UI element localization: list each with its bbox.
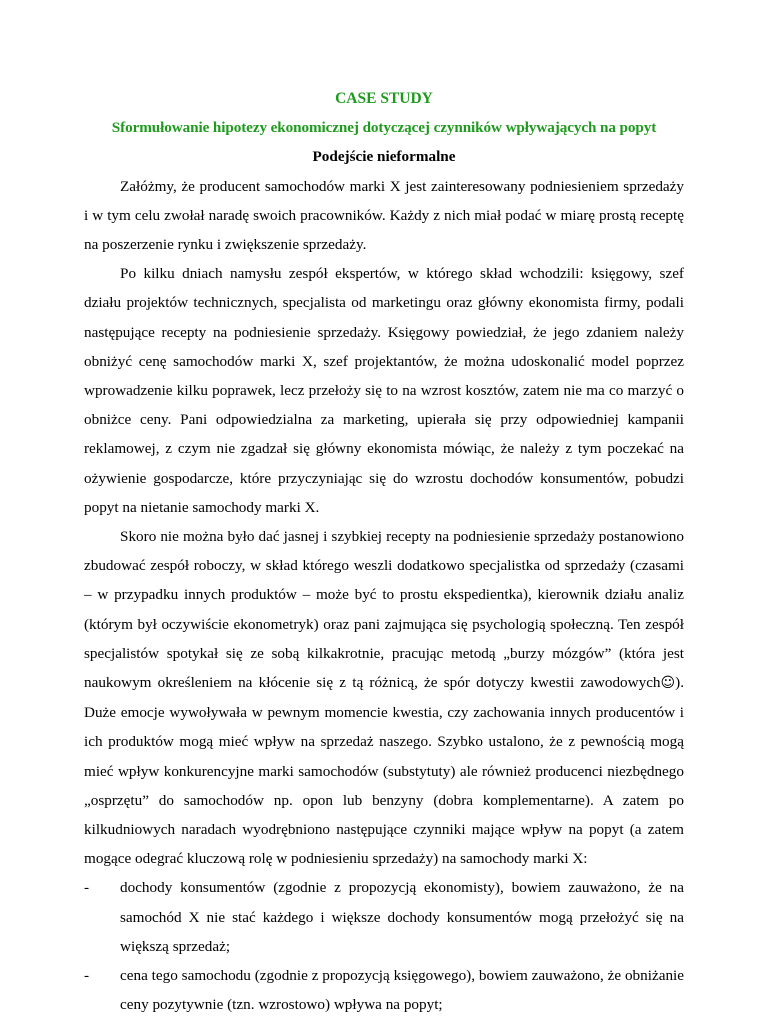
factors-list xyxy=(84,873,684,1019)
case-study-label: CASE STUDY xyxy=(335,90,433,107)
paragraph-working-team-text-1: Skoro nie można było dać jasnej i szybkiej recepty na podniesienie sprzedaży postanowiono zbudować zespół roboczy, w skład którego weszli dodatkowo specjalistka od sprzedaży (czasami – w przypadku innych produktów – może być to prostu ekspedientka), kierownik działu analiz (którym był oczywiście ekonometryk) oraz pani zajmująca się psychologią społeczną. Ten zespół specjalistów spotykał się ze sobą kilkakrotnie, pracując metodą „burzy mózgów” (która jest naukowym określeniem na kłócenie się z tą różnicą, że spór dotyczy kwestii zawodowych xyxy=(84,528,684,692)
paragraph-working-team-text-2: ). Duże emocje wywoływała w pewnym momencie kwestia, czy zachowania innych producentów i ich produktów mogą mieć wpływ na sprzedaż naszego. Szybko ustalono, że z pewnością mogą mieć wpływ konkurencyjne marki samochodów (substytuty) ale również producenci niezbędnego „osprzętu” do samochodów np. opon lub benzyny (dobra komplementarne). A zatem po kilkudniowych naradach wyodrębniono następujące czynniki mające wpływ na popyt (a zatem mogące odegrać kluczową rolę w podniesieniu sprzedaży) na samochody marki X: xyxy=(84,674,684,868)
list-item-text: dochody konsumentów (zgodnie z propozycją ekonomisty), bowiem zauważono, że na samochód X nie stać każdego i większe dochody konsumentów mogą przełożyć się na większą sprzedaż; xyxy=(120,879,684,955)
list-dash-marker: - xyxy=(84,879,90,897)
paragraph-intro: Załóżmy, że producent samochodów marki X jest zainteresowany podniesieniem sprzedaży i w tym celu zwołał naradę swoich pracowników. Każdy z nich miał podać w miarę prostą receptę na poszerzenie rynku i zwiększenie sprzedaży. xyxy=(84,177,684,254)
paragraph-working-team xyxy=(84,522,684,873)
document-title: Sformułowanie hipotezy ekonomicznej dotyczącej czynników wpływających na popyt xyxy=(111,119,657,137)
smiley-icon: ☺ xyxy=(660,675,676,692)
list-item xyxy=(84,961,684,1019)
document-body xyxy=(84,84,684,1020)
list-dash-marker: - xyxy=(84,967,90,985)
paragraph-experts: Po kilku dniach namysłu zespół ekspertów, w którego skład wchodzili: księgowy, szef działu projektów technicznych, specjalista od marketingu oraz główny ekonomista firmy, podali następujące recepty na podniesienie sprzedaży. Księgowy powiedział, że jego zdaniem należy obniżyć cenę samochodów marki X, szef projektantów, że można udoskonalić model poprzez wprowadzenie kilku poprawek, lecz przełoży się to na wzrost kosztów, zatem nie ma co marzyć o obniżce ceny. Pani odpowiedzialna za marketing, upierała się przy odpowiedniej kampanii reklamowej, z czym nie zgadzał się główny ekonomista mówiąc, że należy z tym poczekać na ożywienie gospodarcze, które przyczyniając się do wzrostu dochodów konsumentów, pobudzi popyt na nietanie samochody marki X. xyxy=(84,265,684,516)
list-item xyxy=(84,873,684,961)
section-heading: Podejście nieformalne xyxy=(312,148,456,166)
list-item-text: cena tego samochodu (zgodnie z propozycją księgowego), bowiem zauważono, że obniżanie ceny pozytywnie (tzn. wzrostowo) wpływa na popyt; xyxy=(120,967,684,1014)
